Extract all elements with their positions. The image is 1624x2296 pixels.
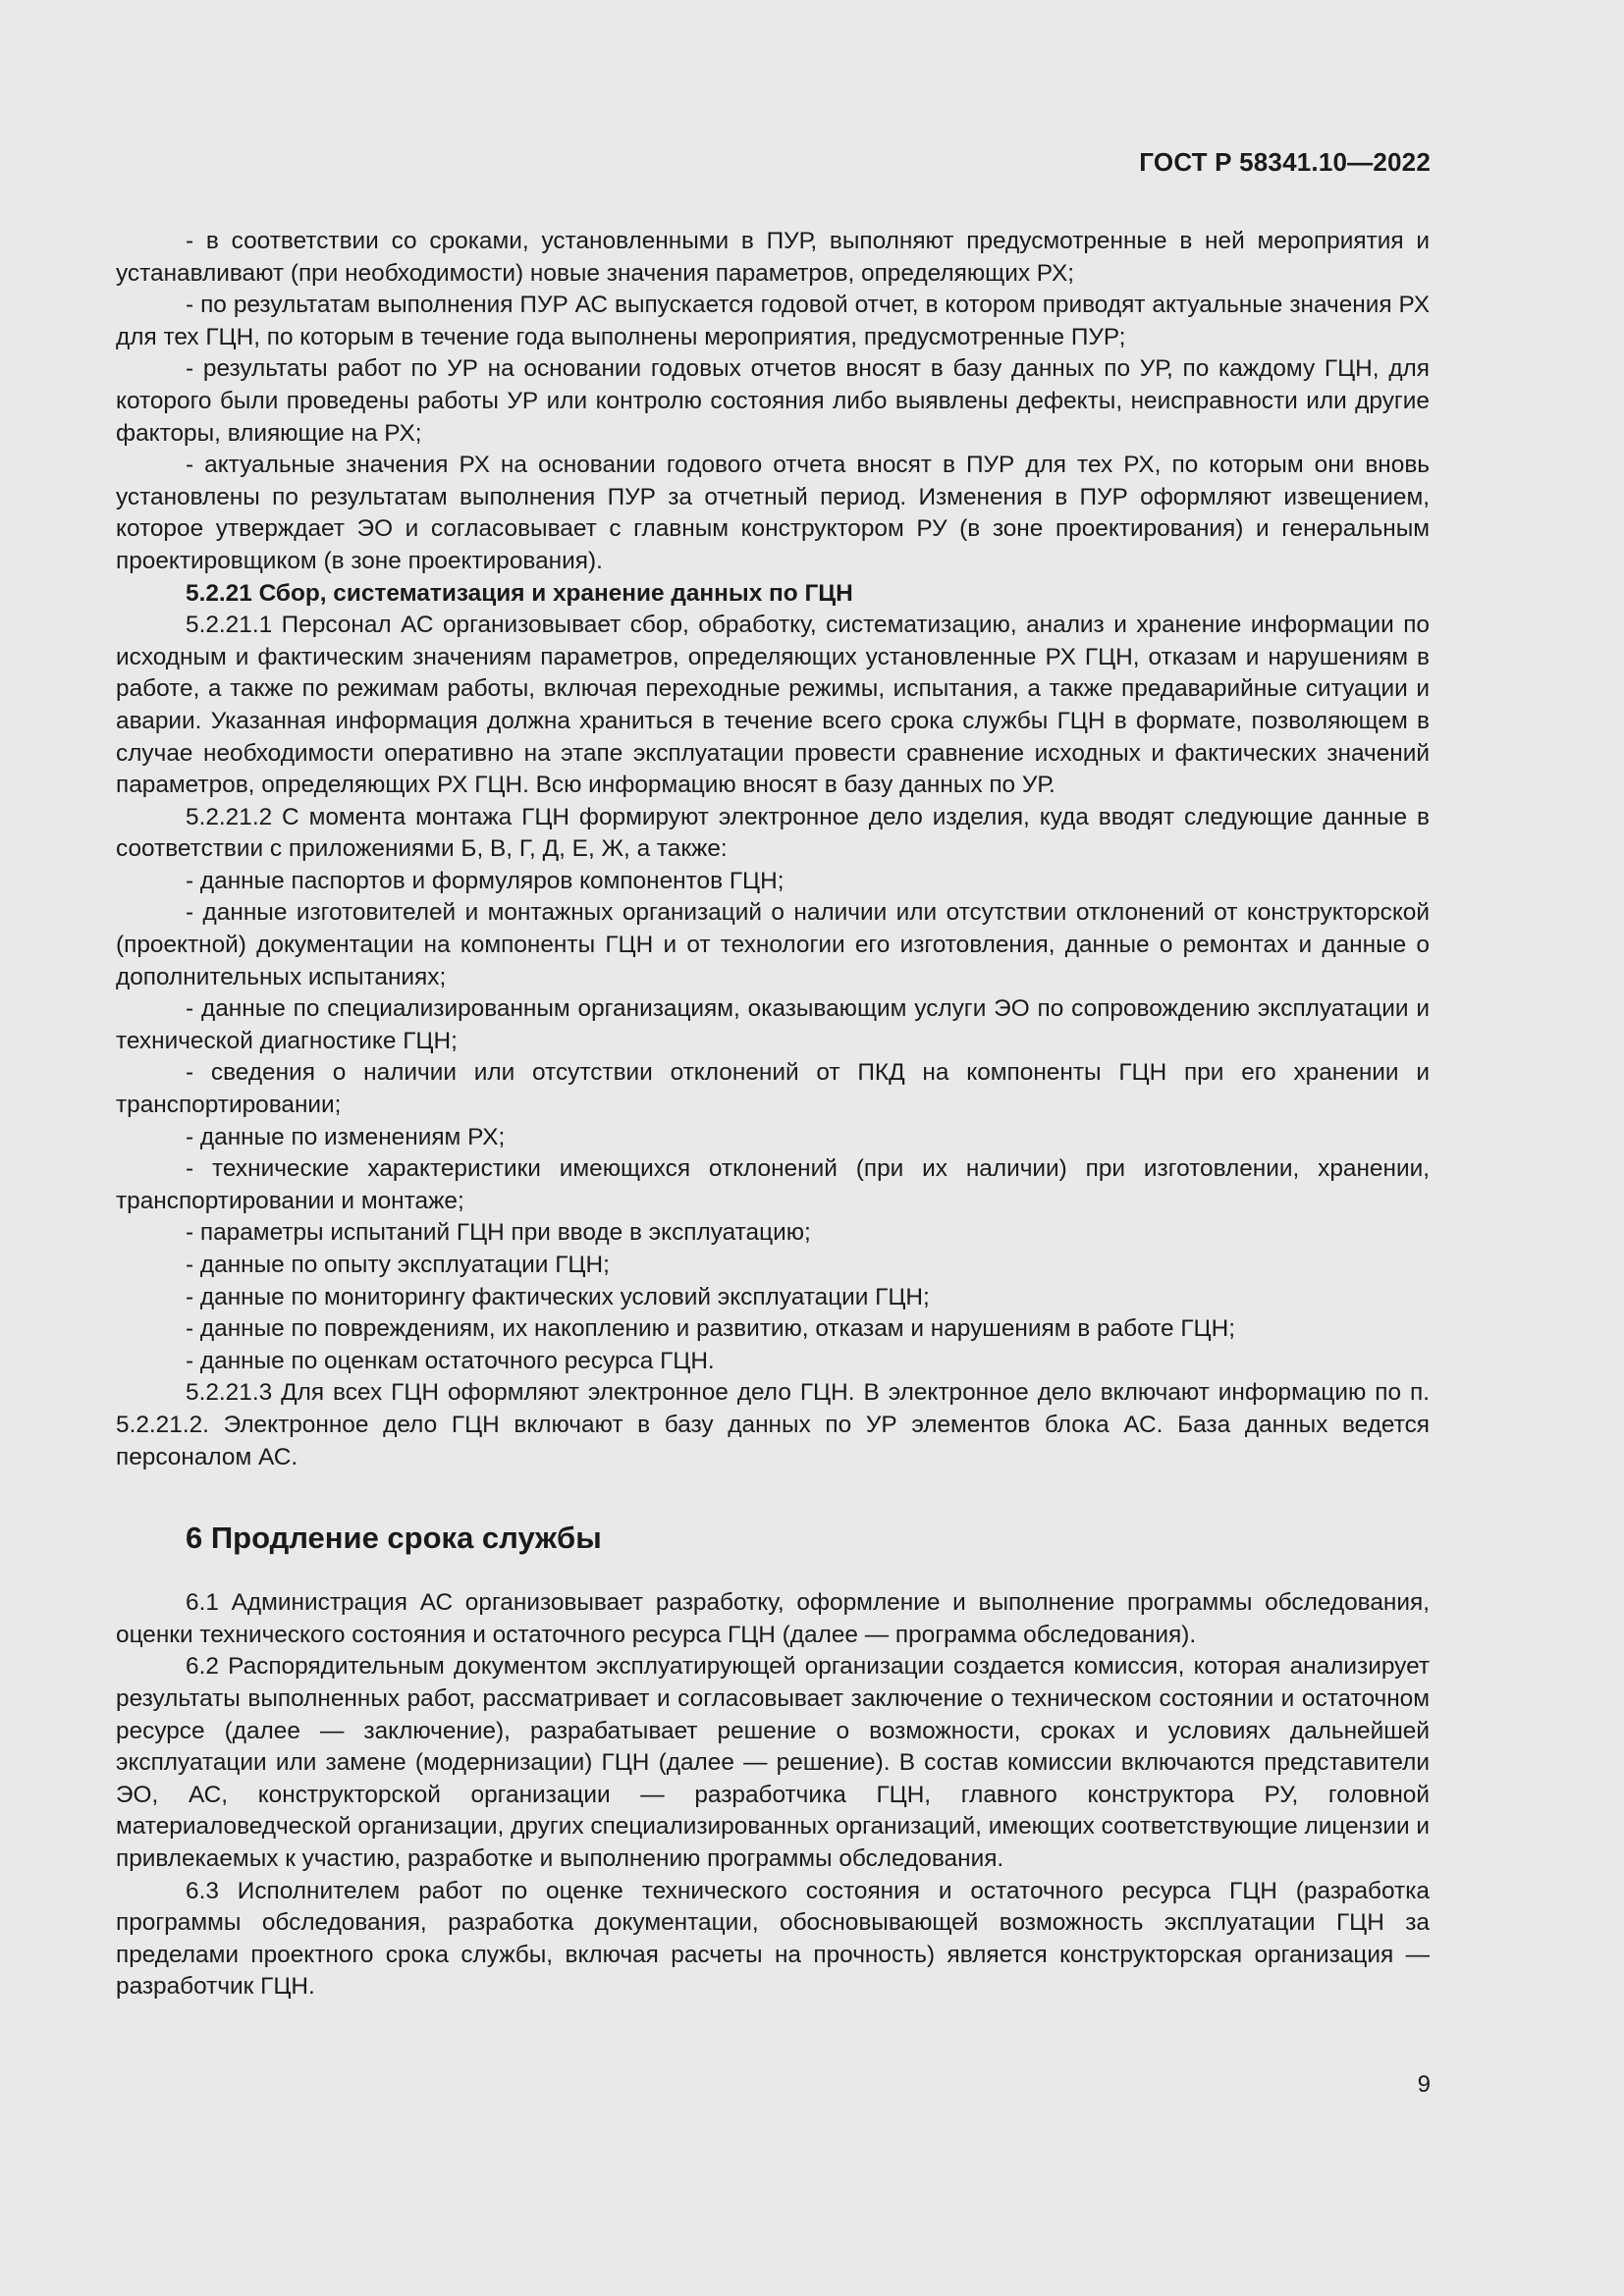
paragraph: - данные по опыту эксплуатации ГЦН; (186, 1252, 610, 1278)
paragraph: - параметры испытаний ГЦН при вводе в эксплуатацию; (186, 1219, 811, 1247)
paragraph: - данные по изменениям РХ; (186, 1123, 506, 1150)
paragraph: 6.2 Распорядительным документом эксплуатирующей организации создается комиссия, которая анализирует результаты выполненных работ, рассматривает и согласовывает заключение о техническом состоянии и остаточном ресурсе (далее — заключение), разрабатывает решение о возможности, сроках и условиях дальнейшей эксплуатации или замене (модернизации) ГЦН (далее — решение). В состав комиссии включаются представители ЭО, АС, конструкторской организации — разработчика ГЦН, главного конструктора РУ, головной материаловедческой организации, других специализированных организаций, имеющих соответствующие лицензии и привлекаемых к участию, разработке и выполнению программы обследования. (116, 1653, 1430, 1872)
paragraph: - результаты работ по УР на основании годовых отчетов вносят в базу данных по УР, по каждому ГЦН, для которого были проведены работы УР или контролю состояния либо выявлены дефекты, неисправности или другие факторы, влияющие на РХ; (116, 355, 1430, 447)
document-body (116, 226, 1430, 2003)
paragraph: 5.2.21 Сбор, систематизация и хранение данных по ГЦН (186, 579, 853, 607)
paragraph: - сведения о наличии или отсутствии отклонений от ПКД на компоненты ГЦН при его хранении и транспортировании; (116, 1059, 1430, 1119)
page-number: 9 (1417, 2071, 1431, 2098)
paragraph: - технические характеристики имеющихся отклонений (при их наличии) при изготовлении, хранении, транспортировании и монтаже; (116, 1155, 1430, 1214)
paragraph: 5.2.21.3 Для всех ГЦН оформляют электронное дело ГЦН. В электронное дело включают информацию по п. 5.2.21.2. Электронное дело ГЦН включают в базу данных по УР элементов блока АС. База данных ведется персоналом АС. (116, 1379, 1430, 1470)
paragraph: - по результатам выполнения ПУР АС выпускается годовой отчет, в котором приводят актуальные значения РХ для тех ГЦН, по которым в течение года выполнены мероприятия, предусмотренные ПУР; (116, 292, 1430, 350)
paragraph: - данные по мониторингу фактических условий эксплуатации ГЦН; (186, 1283, 930, 1310)
paragraph: 6.1 Администрация АС организовывает разработку, оформление и выполнение программы обследования, оценки технического состояния и остаточного ресурса ГЦН (далее — программа обследования). (116, 1589, 1430, 1648)
document-code: ГОСТ Р 58341.10—2022 (1139, 147, 1431, 177)
section-heading: 6 Продление срока службы (186, 1521, 602, 1556)
paragraph: - в соответствии со сроками, установленными в ПУР, выполняют предусмотренные в ней мероприятия и устанавливают (при необходимости) новые значения параметров, определяющих РХ; (116, 228, 1430, 287)
paragraph: - данные по оценкам остаточного ресурса ГЦН. (186, 1347, 715, 1374)
paragraph: 5.2.21.1 Персонал АС организовывает сбор, обработку, систематизацию, анализ и хранение информации по исходным и фактическим значениям параметров, определяющих установленные РХ ГЦН, отказам и нарушениям в работе, а также по режимам работы, включая переходные режимы, испытания, а также предаварийные ситуации и аварии. Указанная информация должна храниться в течение всего срока службы ГЦН в формате, позволяющем в случае необходимости оперативно на этапе эксплуатации провести сравнение исходных и фактических значений параметров, определяющих РХ ГЦН. Всю информацию вносят в базу данных по УР. (116, 612, 1430, 799)
paragraph-group-bottom (116, 1587, 1430, 2003)
paragraph: 6.3 Исполнителем работ по оценке технического состояния и остаточного ресурса ГЦН (разработка программы обследования, разработка документации, обосновывающей возможность эксплуатации ГЦН за пределами проектного срока службы, включая расчеты на прочность) является конструкторская организация — разработчик ГЦН. (116, 1877, 1430, 2001)
paragraph-group-top (116, 226, 1430, 1473)
paragraph: - актуальные значения РХ на основании годового отчета вносят в ПУР для тех РХ, по которым они вновь установлены по результатам выполнения ПУР за отчетный период. Изменения в ПУР оформляют извещением, которое утверждает ЭО и согласовывает с главным конструктором РУ (в зоне проектирования) и генеральным проектировщиком (в зоне проектирования). (116, 452, 1430, 574)
paragraph: - данные по специализированным организациям, оказывающим услуги ЭО по сопровождению эксплуатации и технической диагностике ГЦН; (116, 995, 1430, 1054)
paragraph: - данные изготовителей и монтажных организаций о наличии или отсутствии отклонений от конструкторской (проектной) документации на компоненты ГЦН и от технологии его изготовления, данные о ремонтах и данные о дополнительных испытаниях; (116, 899, 1430, 990)
paragraph: 5.2.21.2 С момента монтажа ГЦН формируют электронное дело изделия, куда вводят следующие данные в соответствии с приложениями Б, В, Г, Д, Е, Ж, а также: (116, 803, 1430, 863)
paragraph: - данные по повреждениям, их накоплению и развитию, отказам и нарушениям в работе ГЦН; (186, 1315, 1235, 1343)
paragraph: - данные паспортов и формуляров компонентов ГЦН; (186, 867, 785, 894)
